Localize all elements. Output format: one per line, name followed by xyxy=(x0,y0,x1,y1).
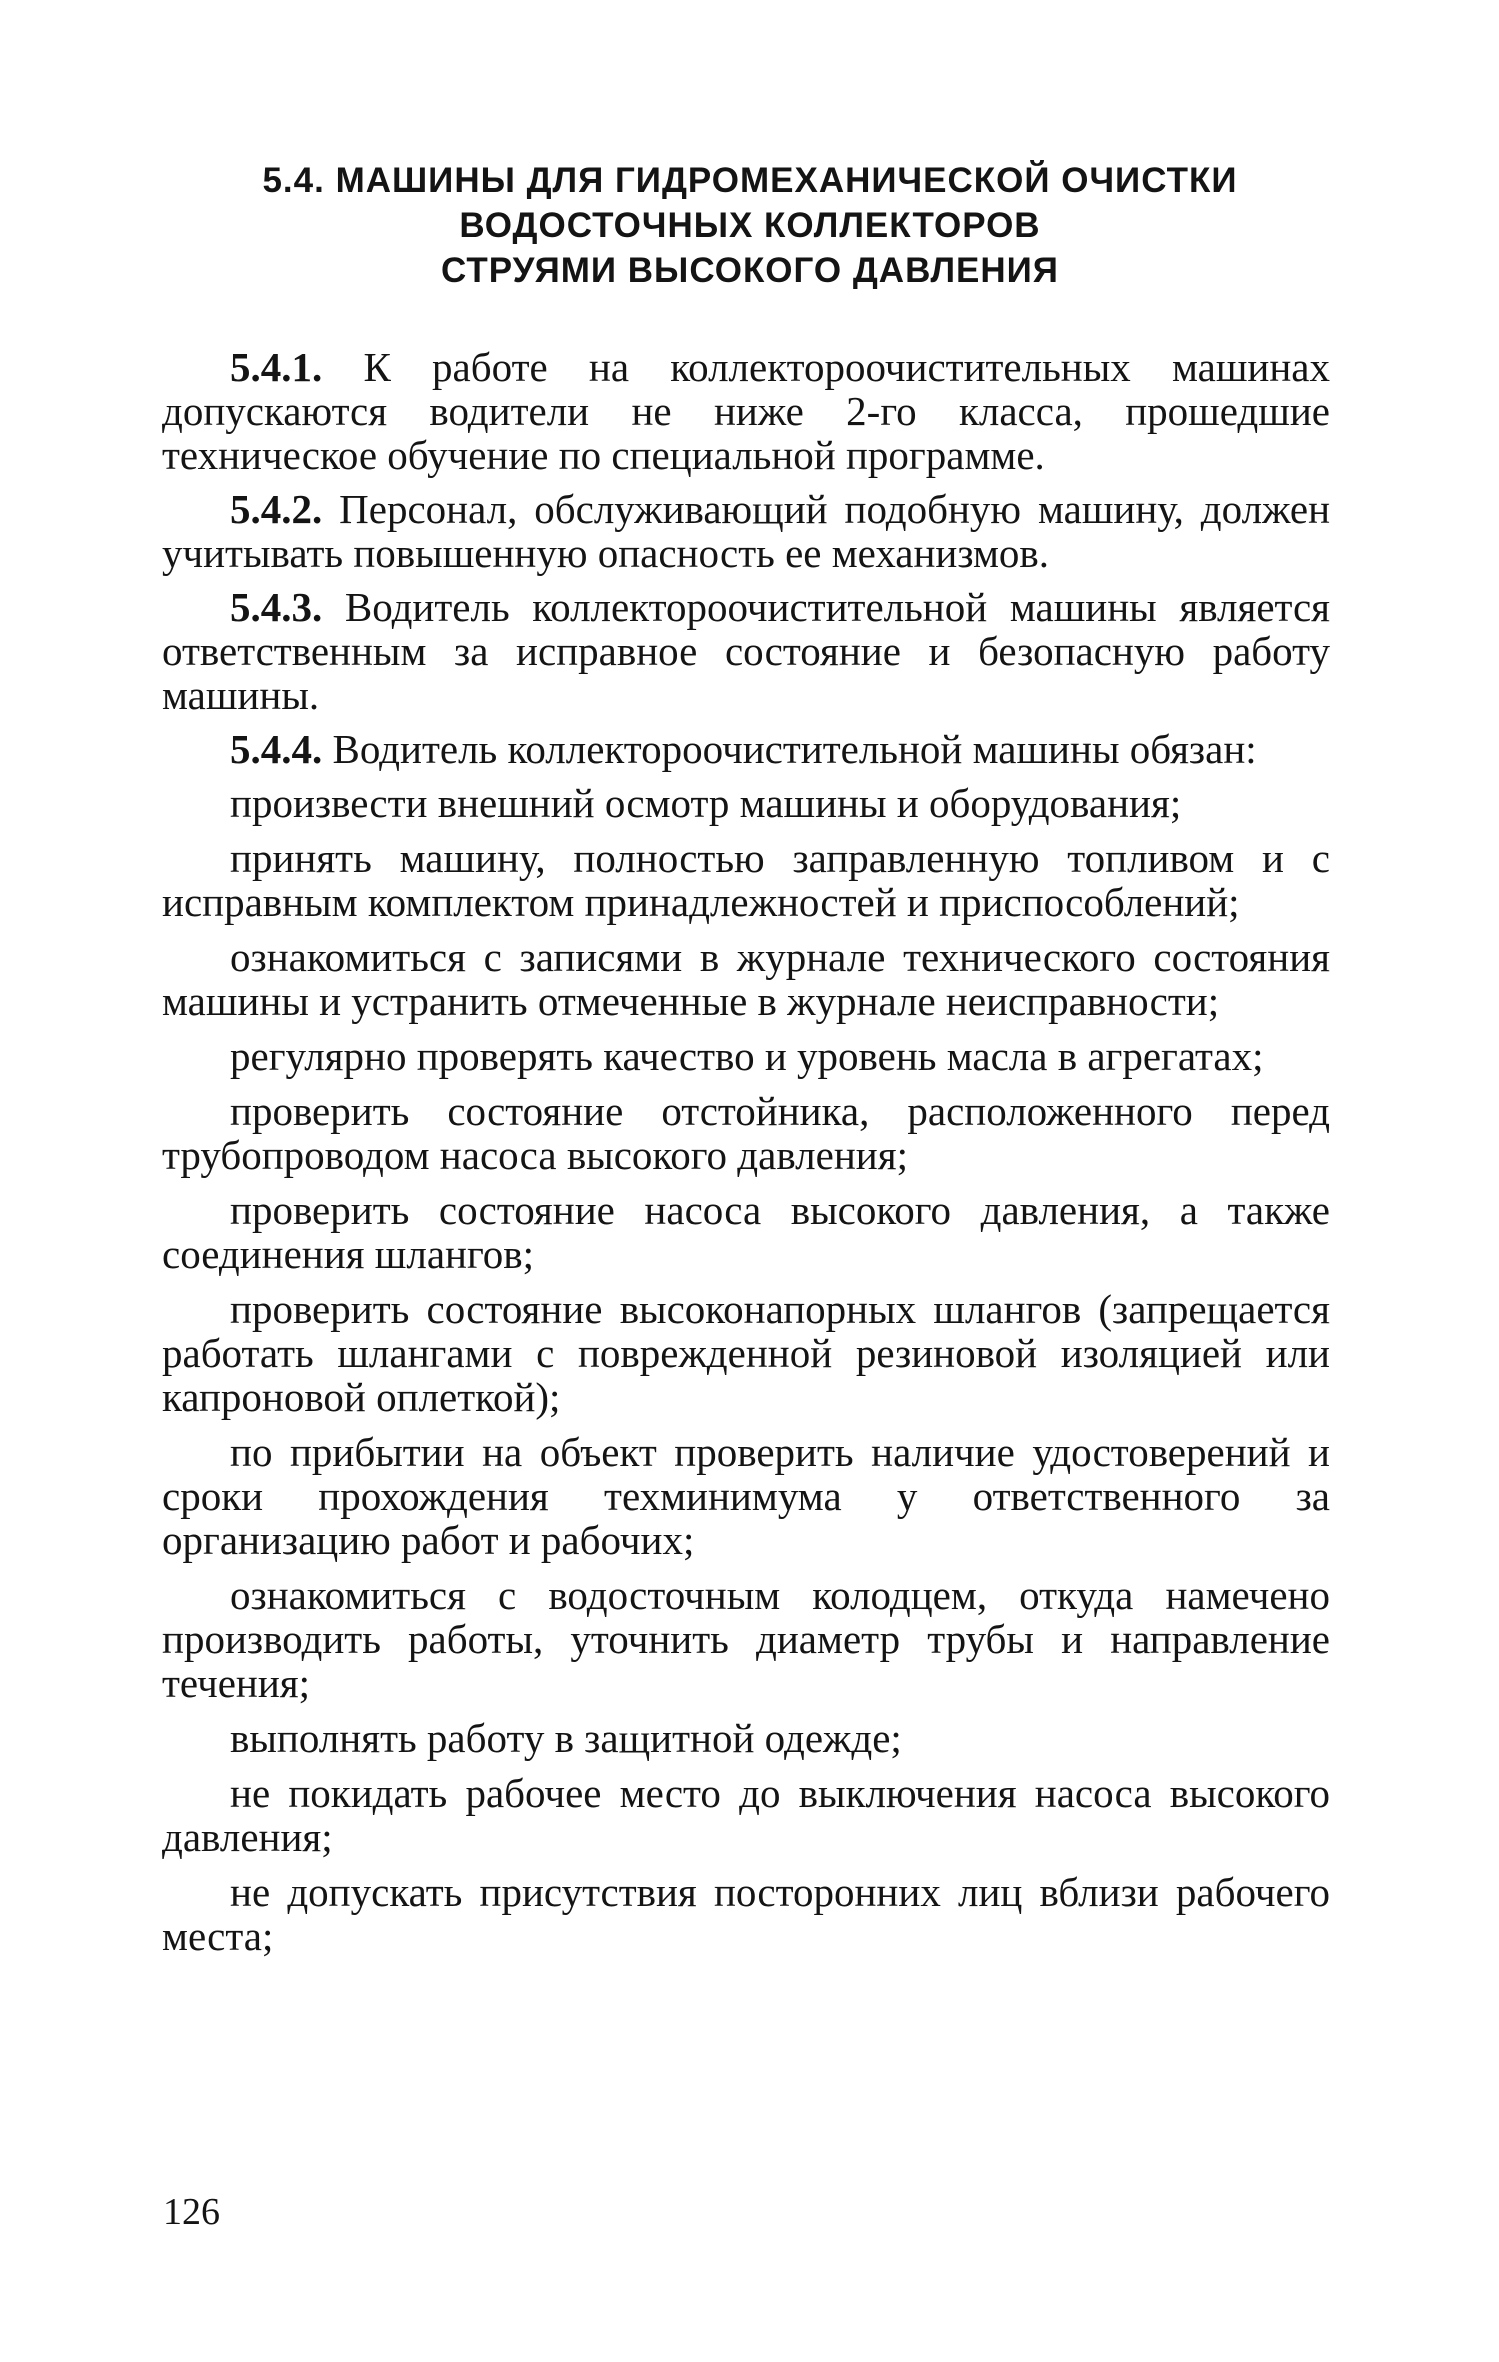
paragraph-number: 5.4.4. xyxy=(230,726,323,772)
page-number: 126 xyxy=(163,2191,220,2233)
duty-item: принять машину, полностью заправленную топливом и с исправным комплектом принадлежностей и приспособлений; xyxy=(162,835,1330,925)
duty-item: не покидать рабочее место до выключения насоса высокого давления; xyxy=(162,1770,1330,1860)
section-heading xyxy=(160,158,1340,293)
duty-item: проверить состояние насоса высокого давления, а также соединения шлангов; xyxy=(162,1187,1330,1277)
paragraph-number: 5.4.2. xyxy=(230,486,323,532)
paragraph xyxy=(162,345,1330,477)
heading-line: СТРУЯМИ ВЫСОКОГО ДАВЛЕНИЯ xyxy=(441,251,1059,290)
heading-line: 5.4. МАШИНЫ ДЛЯ ГИДРОМЕХАНИЧЕСКОЙ ОЧИСТКИ xyxy=(262,161,1238,200)
duty-item: проверить состояние высоконапорных шлангов (запрещается работать шлангами с поврежденной резиновой изоляцией или капроновой оплеткой); xyxy=(162,1286,1330,1420)
paragraph xyxy=(162,487,1330,575)
duty-item: ознакомиться с записями в журнале технического состояния машины и устранить отмеченные в журнале неисправности; xyxy=(162,934,1330,1024)
paragraph xyxy=(162,727,1330,771)
paragraph-text: Водитель коллектороочистительной машины является ответственным за исправное состояние и безопасную работу машины. xyxy=(162,584,1331,718)
paragraph-text: Персонал, обслуживающий подобную машину, должен учитывать повышенную опасность ее механизмов. xyxy=(162,486,1331,576)
paragraph-text: К работе на коллектороочистительных машинах допускаются водители не ниже 2-го класса, прошедшие техническое обучение по специальной программе. xyxy=(162,344,1331,478)
duty-item: проверить состояние отстойника, расположенного перед трубопроводом насоса высокого давления; xyxy=(162,1088,1330,1178)
paragraph-text: Водитель коллектороочистительной машины обязан: xyxy=(332,726,1257,772)
heading-line: ВОДОСТОЧНЫХ КОЛЛЕКТОРОВ xyxy=(459,206,1041,245)
duty-item: регулярно проверять качество и уровень масла в агрегатах; xyxy=(230,1033,1264,1079)
duty-item: произвести внешний осмотр машины и оборудования; xyxy=(230,780,1182,826)
paragraph-number: 5.4.1. xyxy=(230,344,323,390)
duty-item: по прибытии на объект проверить наличие удостоверений и сроки прохождения техминимума у ответственного за организацию работ и рабочих; xyxy=(162,1429,1330,1563)
paragraph-number: 5.4.3. xyxy=(230,584,323,630)
duty-item: не допускать присутствия посторонних лиц вблизи рабочего места; xyxy=(162,1869,1330,1959)
paragraph xyxy=(162,585,1330,717)
body-text xyxy=(162,345,1330,1969)
duty-item: выполнять работу в защитной одежде; xyxy=(230,1715,902,1761)
duty-item: ознакомиться с водосточным колодцем, откуда намечено производить работы, уточнить диаметр трубы и направление течения; xyxy=(162,1572,1330,1706)
